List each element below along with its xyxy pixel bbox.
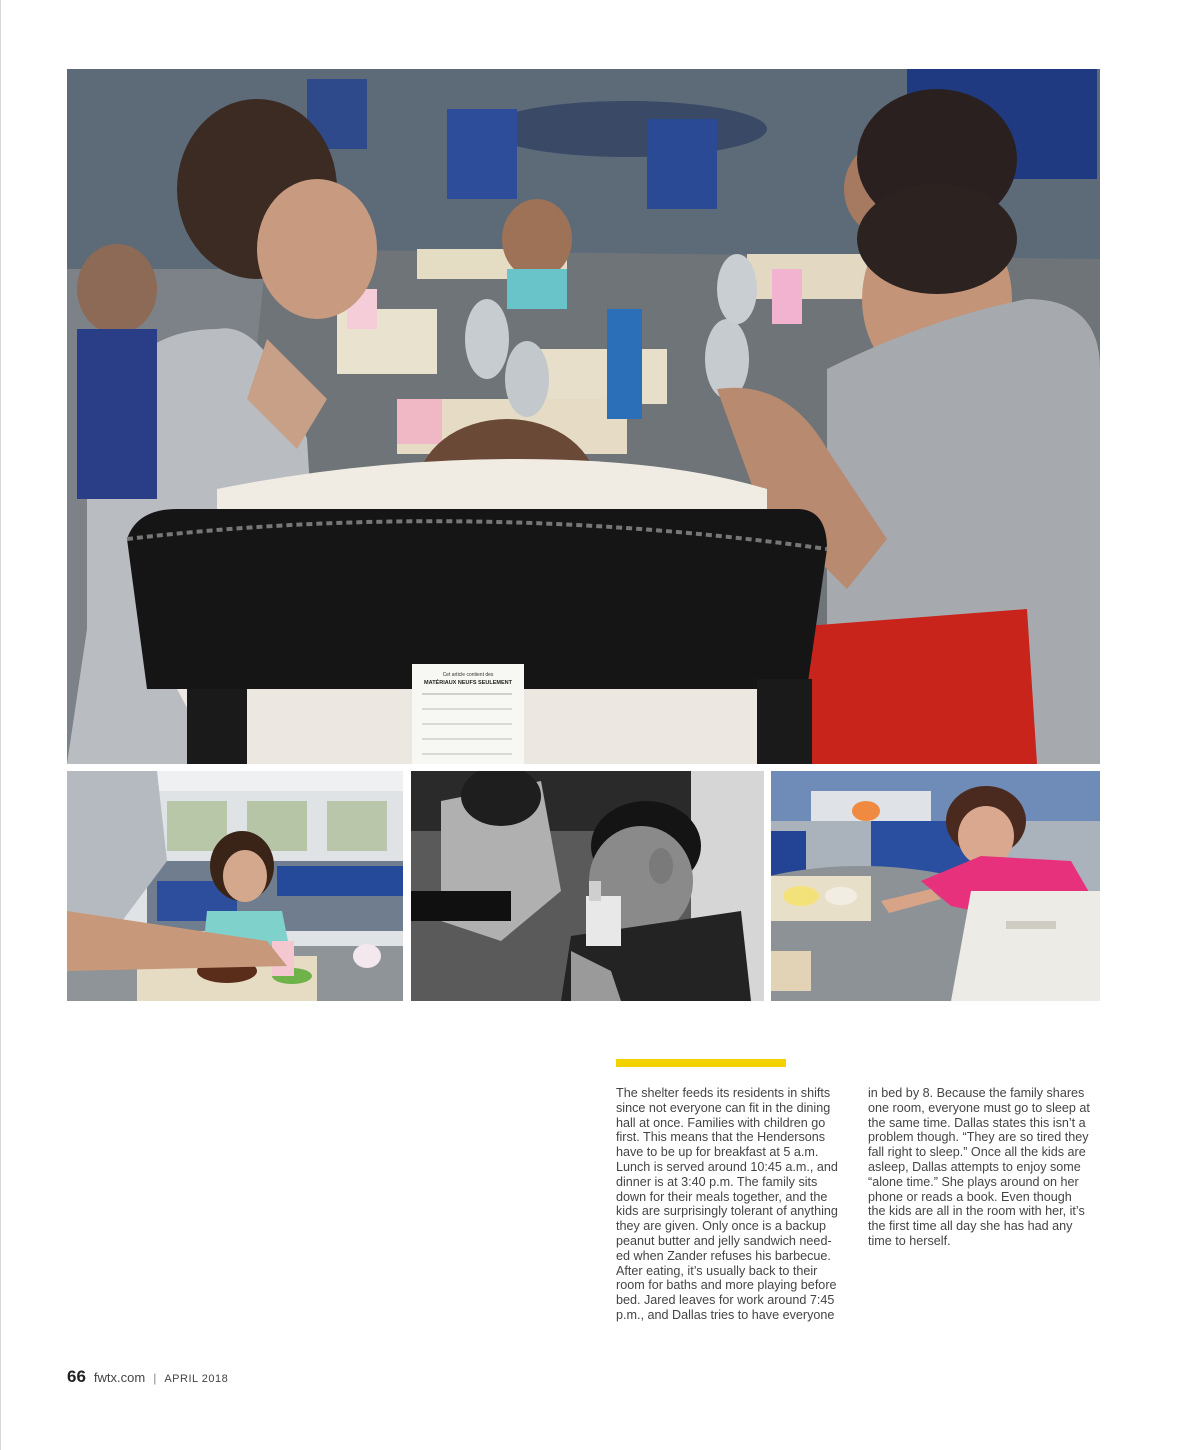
article-column-2: in bed by 8. Because the family shares one room, everyone must go to sleep at the same time. Dallas states this isn’t a problem though. “They are so tired they fall right to sleep.” Once all the kids are asleep, Dallas attempts to enjoy some “alone time.” She plays around on her phone or reads a book. Even though the kids are all in the room with her, it’s the first time all day she has had any time to herself.: [868, 1086, 1090, 1248]
main-photo-label-line1: Cet article contient des: [442, 672, 494, 678]
article-column-1: The shelter feeds its residents in shifts since not everyone can fit in the dining hall at once. Families with children go first. This means that the Hendersons have to be up for breakfast at 5 a.m. Lunch is served around 10:45 a.m., and dinner is at 3:40 p.m. The family sits down for their meals together, and the kids are surprisingly tolerant of anything they are given. Only once is a backup peanut butter and jelly sandwich need- ed when Zander refuses his barbecue. After eating, it’s usually back to their room for baths and more playing before bed. Jared leaves for work around 7:45 p.m., and Dallas tries to have everyone: [616, 1086, 838, 1322]
site-url: fwtx.com: [93, 1370, 146, 1385]
photo-boy-drinking-bw: [411, 771, 764, 1001]
page-footer: [67, 1367, 228, 1387]
main-photo-label-line2: MATÉRIAUX NEUFS SEULEMENT: [424, 680, 512, 686]
main-photo-family-dining: [67, 69, 1100, 764]
issue-date: APRIL 2018: [164, 1373, 229, 1385]
page-edge: [0, 0, 1, 1450]
photo-girl-with-tray: [67, 771, 403, 1001]
footer-separator: |: [153, 1371, 157, 1385]
page-number: 66: [67, 1367, 86, 1386]
photo-toddler-high-chair: [771, 771, 1100, 1001]
accent-rule: [616, 1059, 786, 1067]
